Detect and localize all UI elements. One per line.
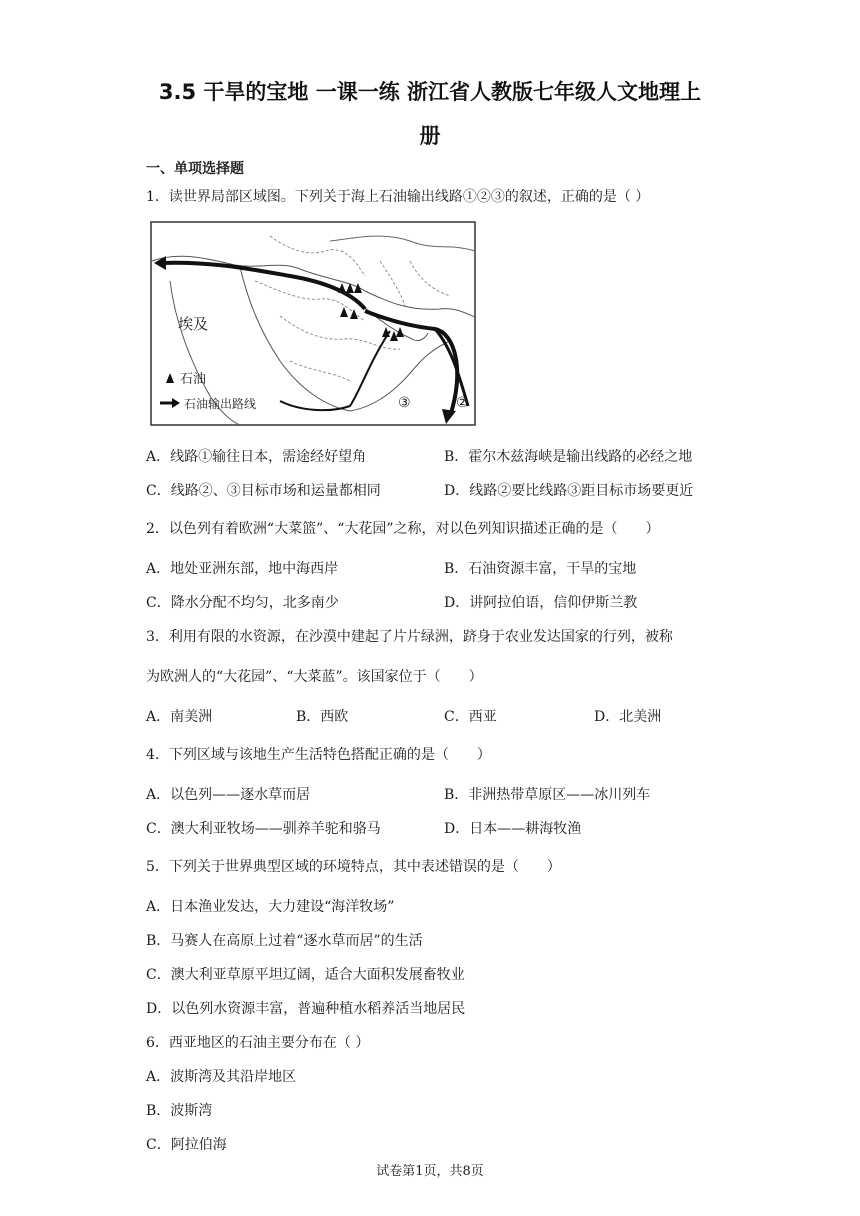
question-5-option-b: B．马赛人在高原上过着“逐水草而居”的生活 [146, 933, 423, 949]
question-3-option-b: B．西欧 [296, 709, 349, 725]
question-3-option-d: D．北美洲 [594, 709, 662, 725]
oil-route-map [150, 221, 476, 426]
question-3-stem-line1: 3．利用有限的水资源，在沙漠中建起了片片绿洲，跻身于农业发达国家的行列，被称 [146, 629, 673, 645]
question-1-option-c: C．线路②、③目标市场和运量都相同 [146, 483, 381, 499]
question-5-option-d: D．以色列水资源丰富，普遍种植水稻养活当地居民 [146, 1001, 466, 1017]
question-3-option-a: A．南美洲 [146, 709, 213, 725]
question-2-option-d: D．讲阿拉伯语，信仰伊斯兰教 [444, 595, 638, 611]
question-4-option-a: A．以色列——逐水草而居 [146, 787, 311, 803]
question-6-option-a: A．波斯湾及其沿岸地区 [146, 1069, 297, 1085]
route-2-label: ② [456, 395, 469, 411]
document-title-line2: 册 [419, 124, 441, 148]
question-5-option-c: C．澳大利亚草原平坦辽阔，适合大面积发展畜牧业 [146, 967, 465, 983]
egypt-label: 埃及 [178, 315, 209, 333]
route-3-label: ③ [398, 395, 411, 411]
question-5-option-a: A．日本渔业发达，大力建设“海洋牧场” [146, 899, 395, 915]
section-heading: 一、单项选择题 [146, 161, 244, 177]
question-2-option-c: C．降水分配不均匀，北多南少 [146, 595, 339, 611]
document-title-line1: 3.5 干旱的宝地 一课一练 浙江省人教版七年级人文地理上 [158, 80, 702, 104]
question-4-stem: 4．下列区域与该地生产生活特色搭配正确的是（ ） [146, 747, 491, 763]
question-6-option-c: C．阿拉伯海 [146, 1137, 227, 1153]
question-1-option-d: D．线路②要比线路③距目标市场要更近 [444, 483, 694, 499]
question-4-option-c: C．澳大利亚牧场——驯养羊驼和骆马 [146, 821, 381, 837]
question-3-stem-line2: 为欧洲人的“大花园”、“大菜蓝”。该国家位于（ ） [146, 669, 483, 685]
question-1-option-b: B．霍尔木兹海峡是输出线路的必经之地 [444, 449, 693, 465]
question-2-option-b: B．石油资源丰富，干旱的宝地 [444, 561, 637, 577]
question-4-option-b: B．非洲热带草原区——冰川列车 [444, 787, 651, 803]
question-1-option-a: A．线路①输往日本，需途经好望角 [146, 449, 367, 465]
question-3-option-c: C．西亚 [444, 709, 497, 725]
page-footer: 试卷第1页，共8页 [376, 1164, 484, 1179]
question-2-option-a: A．地处亚洲东部，地中海西岸 [146, 561, 339, 577]
question-5-stem: 5．下列关于世界典型区域的环境特点，其中表述错误的是（ ） [146, 859, 561, 875]
question-1-stem: 1．读世界局部区域图。下列关于海上石油输出线路①②③的叙述，正确的是（ ） [146, 189, 650, 205]
legend-oil-label: 石油 [180, 372, 207, 387]
question-4-option-d: D．日本——耕海牧渔 [444, 821, 582, 837]
question-2-stem: 2．以色列有着欧洲“大菜篮”、“大花园”之称，对以色列知识描述正确的是（ ） [146, 521, 660, 537]
question-6-stem: 6．西亚地区的石油主要分布在（ ） [146, 1035, 370, 1051]
question-6-option-b: B．波斯湾 [146, 1103, 213, 1119]
legend-route-label: 石油输出路线 [184, 397, 257, 411]
